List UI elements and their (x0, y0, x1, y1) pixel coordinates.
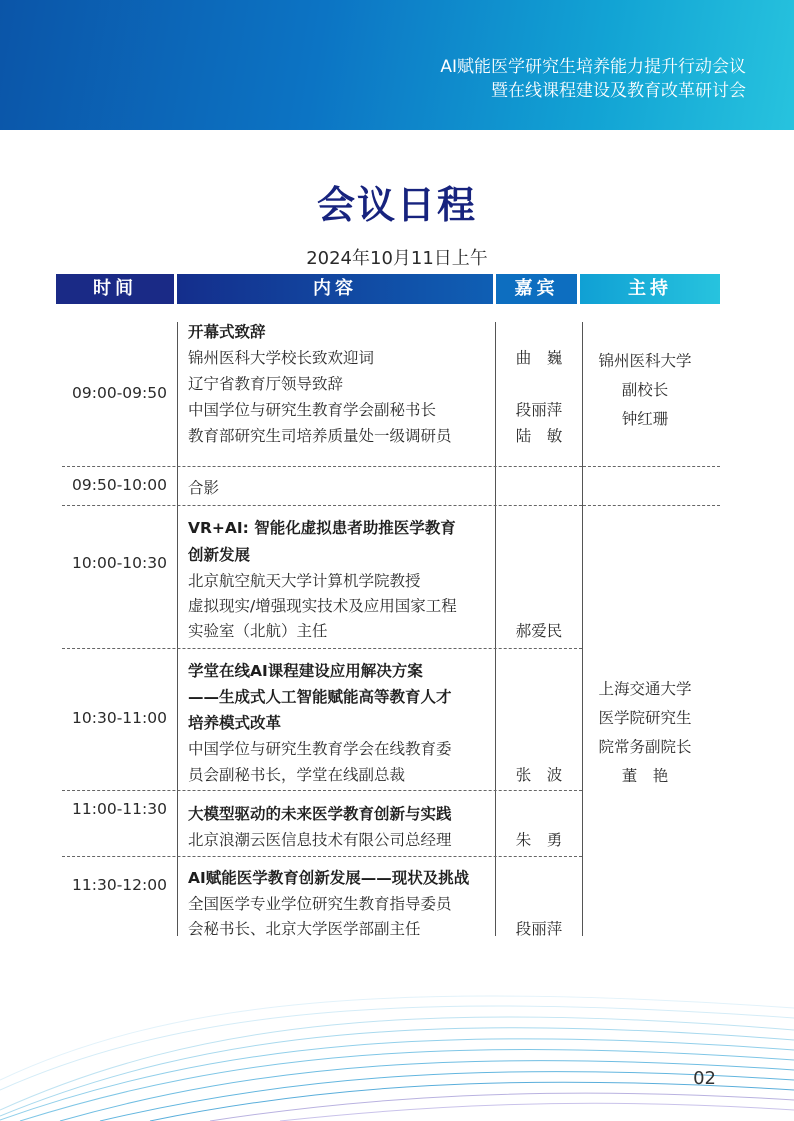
session-date: 2024年10月11日上午 (306, 248, 488, 269)
column-divider (177, 322, 178, 936)
session-detail: 北京航空航天大学计算机学院教授 (188, 572, 421, 590)
session-title: 开幕式致辞 (188, 323, 266, 341)
session-detail: 合影 (188, 479, 220, 497)
page-number: 02 (693, 1068, 716, 1089)
column-header-time: 时间 (56, 274, 174, 304)
session-detail: 虚拟现实/增强现实技术及应用国家工程 (188, 597, 457, 615)
session-detail: 教育部研究生司培养质量处一级调研员 (188, 427, 452, 445)
column-divider (495, 322, 496, 936)
guest-name: 段丽萍 (515, 920, 563, 938)
header-band (0, 0, 794, 130)
session-detail: 全国医学专业学位研究生教育指导委员 (188, 895, 452, 913)
guest-name: 张 波 (515, 766, 563, 784)
row-time: 09:50-10:00 (72, 476, 167, 494)
session-title: 大模型驱动的未来医学教育创新与实践 (188, 805, 452, 823)
row-time: 11:00-11:30 (72, 800, 167, 818)
session-title: 学堂在线AI课程建设应用解决方案 (188, 662, 423, 680)
conference-name-line2: 暨在线课程建设及教育改革研讨会 (491, 81, 746, 101)
session-detail: 辽宁省教育厅领导致辞 (188, 375, 344, 393)
session-detail: 员会副秘书长，学堂在线副总裁 (188, 766, 406, 784)
page-title: 会议日程 (316, 183, 477, 227)
guest-name: 段丽萍 (515, 401, 563, 419)
row-time: 09:00-09:50 (72, 384, 167, 402)
session-title: 培养模式改革 (188, 714, 282, 732)
row-time: 10:30-11:00 (72, 709, 167, 727)
session-detail: 中国学位与研究生教育学会副秘书长 (188, 401, 437, 419)
row-divider (62, 505, 582, 506)
host-line: 医学院研究生 (598, 709, 692, 727)
host-line: 院常务副院长 (598, 738, 692, 756)
row-divider (62, 648, 582, 649)
session-title: ——生成式人工智能赋能高等教育人才 (188, 688, 452, 706)
guest-name: 朱 勇 (515, 831, 563, 849)
row-divider (583, 466, 720, 467)
session-detail: 北京浪潮云医信息技术有限公司总经理 (188, 831, 452, 849)
row-divider (583, 505, 720, 506)
session-detail: 会秘书长、北京大学医学部副主任 (188, 920, 421, 938)
session-title: 创新发展 (188, 546, 251, 564)
row-divider (62, 790, 582, 791)
session-detail: 锦州医科大学校长致欢迎词 (188, 349, 375, 367)
column-header-guest: 嘉宾 (496, 274, 577, 304)
column-header-content: 内容 (177, 274, 493, 304)
column-header-host: 主持 (580, 274, 720, 304)
row-time: 10:00-10:30 (72, 554, 167, 572)
session-title: AI赋能医学教育创新发展——现状及挑战 (188, 869, 470, 887)
session-title: VR+AI: 智能化虚拟患者助推医学教育 (188, 519, 456, 537)
host-line: 锦州医科大学 (598, 352, 692, 370)
guest-name: 曲 巍 (515, 349, 563, 367)
row-divider (62, 856, 582, 857)
host-name: 钟红珊 (621, 410, 669, 428)
row-time: 11:30-12:00 (72, 876, 167, 894)
host-line: 副校长 (621, 381, 669, 399)
guest-name: 陆 敏 (515, 427, 563, 445)
conference-name-line1: AI赋能医学研究生培养能力提升行动会议 (440, 57, 746, 77)
session-detail: 实验室（北航）主任 (188, 622, 328, 640)
session-detail: 中国学位与研究生教育学会在线教育委 (188, 740, 452, 758)
schedule-table-header (56, 274, 720, 304)
decorative-waves (0, 960, 794, 1121)
row-divider (62, 466, 582, 467)
host-name: 董 艳 (621, 767, 669, 785)
host-line: 上海交通大学 (598, 680, 692, 698)
guest-name: 郝爱民 (515, 622, 563, 640)
